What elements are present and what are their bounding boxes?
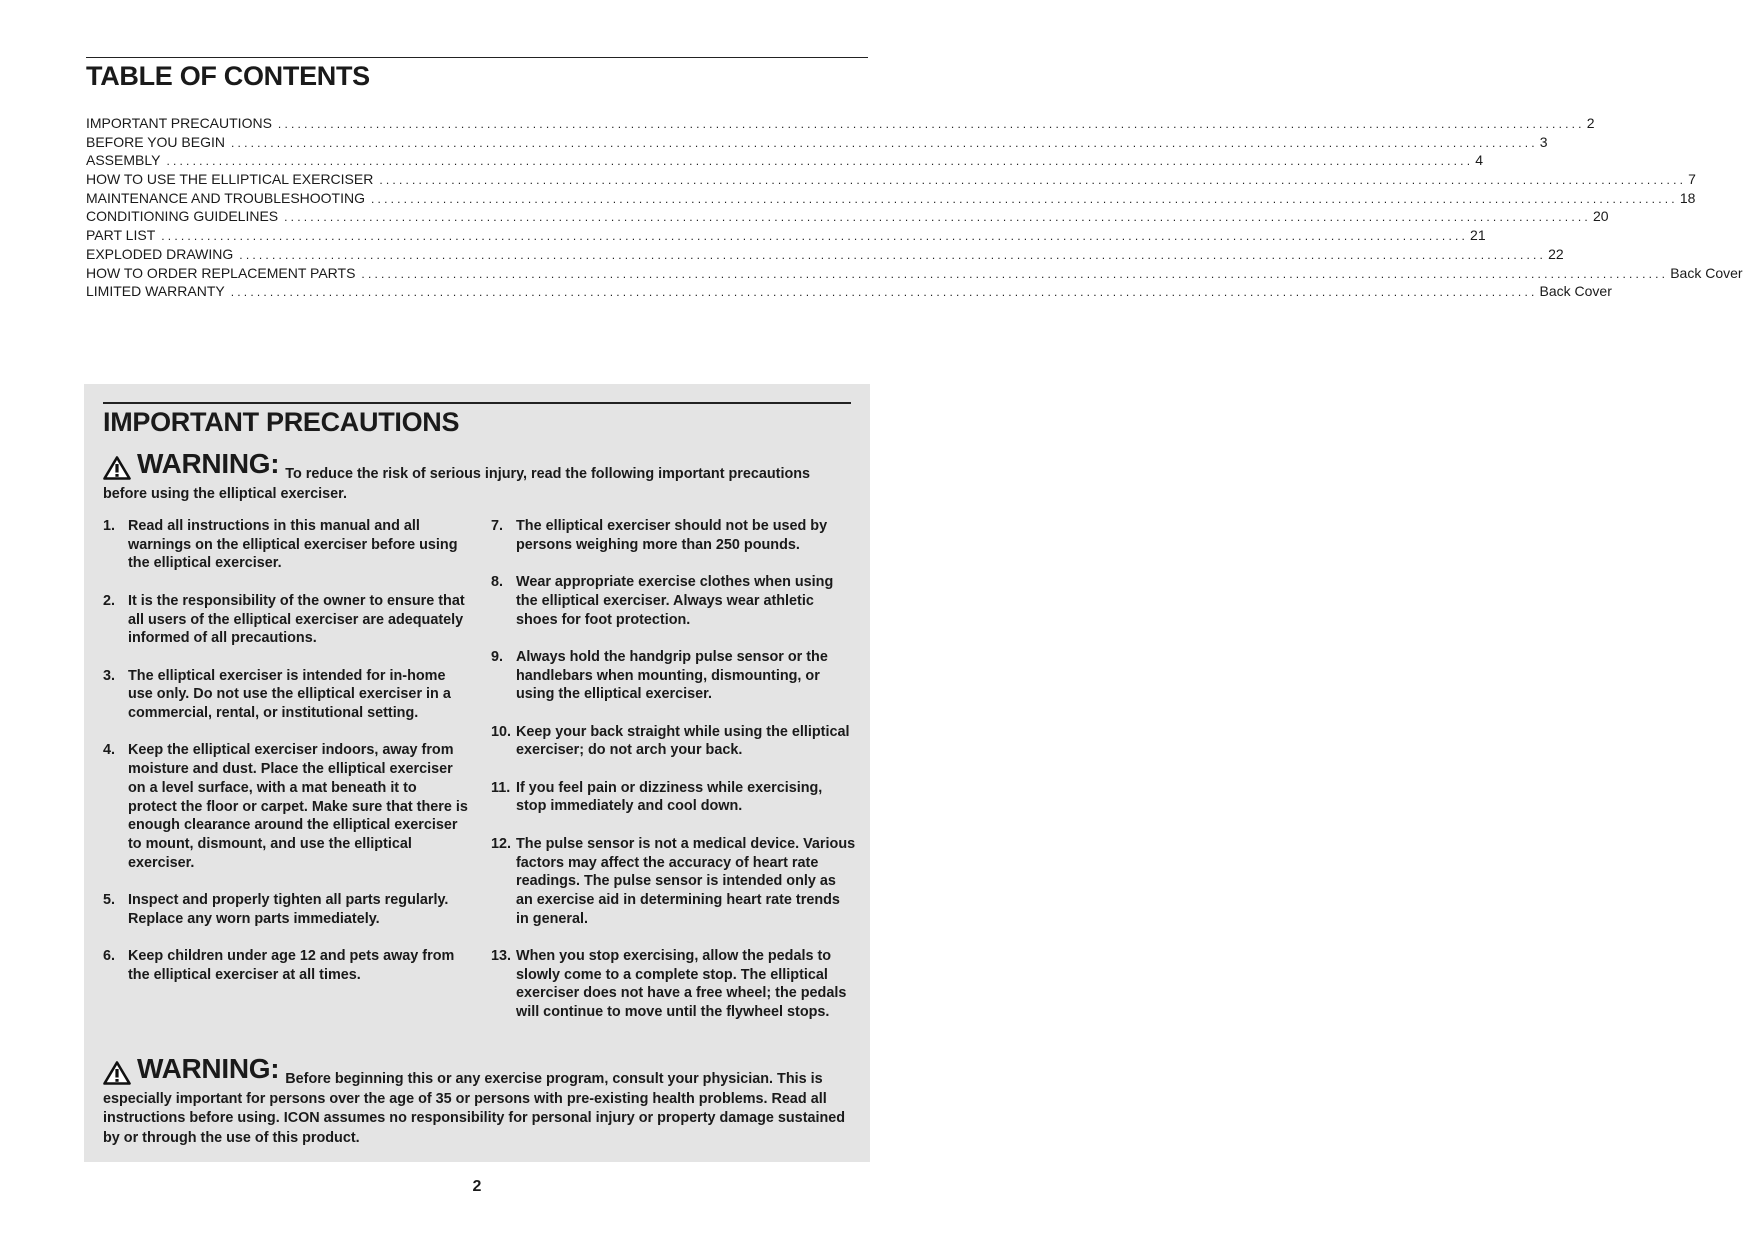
toc-entry[interactable] [86, 170, 1696, 189]
warning-top-text: To reduce the risk of serious injury, read the following important precautions before using the elliptical exerciser. [103, 466, 811, 502]
precaution-text: When you stop exercising, allow the pedals to slowly come to a complete stop. The elliptical exerciser does not have a free wheel; the pedals will continue to move until the flywheel stops. [516, 948, 847, 1021]
precaution-item [491, 648, 856, 704]
precaution-item [103, 517, 468, 573]
precaution-item [491, 517, 856, 554]
toc-dot-leader: ........................................................................................................................................................................................................ [379, 173, 1687, 188]
precaution-number: 3. [103, 667, 116, 684]
precaution-number: 12. [491, 835, 512, 852]
toc-dot-leader: ........................................................................................................................................................................................................ [239, 247, 1547, 262]
toc-entry-label: PART LIST [86, 227, 156, 244]
precaution-number: 5. [103, 892, 116, 908]
precaution-number: 9. [491, 648, 504, 665]
precautions-list-right [491, 517, 856, 1041]
precaution-number: 13. [491, 948, 512, 965]
precaution-item [103, 667, 468, 723]
toc-entry-page: 4 [1475, 152, 1484, 169]
toc-entry-label: BEFORE YOU BEGIN [86, 133, 225, 150]
precaution-text: The elliptical exerciser should not be used by persons weighing more than 250 pounds. [516, 518, 828, 553]
precaution-text: Keep the elliptical exerciser indoors, away from moisture and dust. Place the elliptical exerciser on a level surface, with a mat beneath it to protect the floor or carpet. Make sure that there is enough clearance around the elliptical exerciser to mount, dismount, and use the elliptical exerciser. [128, 742, 468, 871]
toc-entry[interactable] [86, 226, 1486, 245]
toc-entry-page: 22 [1548, 245, 1564, 262]
precaution-text: Inspect and properly tighten all parts regularly. Replace any worn parts immediately. [128, 892, 449, 927]
toc-dot-leader: ........................................................................................................................................................................................................ [230, 285, 1538, 300]
precaution-text: Keep children under age 12 and pets away from the elliptical exerciser at all times. [128, 948, 455, 983]
toc-entry-page: 18 [1679, 189, 1696, 206]
warning-label: WARNING: [137, 448, 280, 479]
precaution-number: 1. [103, 518, 116, 534]
toc-dot-leader: ........................................................................................................................................................................................................ [231, 135, 1538, 150]
precaution-number: 2. [103, 592, 116, 609]
warning-triangle-icon [103, 1061, 131, 1085]
toc-dot-leader: ........................................................................................................................................................................................................ [161, 229, 1469, 244]
precaution-item [103, 891, 468, 928]
toc-entry[interactable] [86, 133, 1548, 152]
toc-list [86, 114, 1743, 301]
toc-entry-label: LIMITED WARRANTY [86, 283, 225, 300]
warning-label: WARNING: [137, 1053, 280, 1084]
toc-entry-label: MAINTENANCE AND TROUBLESHOOTING [86, 189, 366, 206]
precaution-text: It is the responsibility of the owner to ensure that all users of the elliptical exerciser are adequately informed of all precautions. [128, 592, 465, 647]
precaution-text: The pulse sensor is not a medical device. Various factors may affect the accuracy of heart rate readings. The pulse sensor is intended only as an exercise aid in determining heart rate trends in general. [516, 835, 856, 927]
precaution-text: Wear appropriate exercise clothes when using the elliptical exerciser. Always wear athletic shoes for foot protection. [516, 574, 834, 628]
warning-top [103, 450, 855, 504]
precaution-item [103, 592, 468, 648]
precaution-item [491, 573, 856, 629]
toc-entry-page: Back Cover [1539, 283, 1612, 300]
precautions-title: IMPORTANT PRECAUTIONS [103, 407, 460, 437]
toc-entry-page: 7 [1688, 171, 1696, 188]
precaution-item [491, 723, 856, 760]
precaution-number: 6. [103, 948, 116, 965]
toc-entry-label: IMPORTANT PRECAUTIONS [86, 115, 272, 131]
precaution-item [491, 779, 856, 816]
warning-triangle-icon [103, 456, 131, 480]
toc-entry[interactable] [86, 189, 1696, 208]
toc-title: TABLE OF CONTENTS [86, 61, 370, 91]
toc-dot-leader: ........................................................................................................................................................................................................ [284, 210, 1591, 225]
warning-bottom [103, 1055, 855, 1148]
toc-entry[interactable] [86, 282, 1612, 301]
toc-entry-page: 21 [1470, 227, 1486, 244]
precaution-number: 10. [491, 723, 512, 740]
toc-entry-label: HOW TO USE THE ELLIPTICAL EXERCISER [86, 171, 374, 188]
toc-entry-label: HOW TO ORDER REPLACEMENT PARTS [86, 264, 356, 281]
toc-entry-page: 3 [1539, 133, 1548, 150]
toc-dot-leader: ........................................................................................................................................................................................................ [361, 266, 1669, 281]
toc-dot-leader: ........................................................................................................................................................................................................ [371, 191, 1678, 206]
precaution-text: If you feel pain or dizziness while exercising, stop immediately and cool down. [516, 779, 823, 815]
precaution-number: 7. [491, 518, 504, 534]
precaution-number: 8. [491, 574, 504, 591]
toc-entry[interactable] [86, 245, 1564, 264]
toc-entry[interactable] [86, 207, 1609, 226]
toc-entry[interactable] [86, 114, 1595, 133]
toc-entry-label: CONDITIONING GUIDELINES [86, 208, 279, 225]
precaution-item [491, 947, 856, 1022]
toc-entry[interactable] [86, 264, 1743, 283]
precaution-item [491, 835, 856, 929]
precaution-text: Read all instructions in this manual and all warnings on the elliptical exerciser before using the elliptical exerciser. [128, 518, 458, 572]
toc-entry[interactable] [86, 151, 1484, 170]
precaution-number: 4. [103, 742, 116, 759]
precaution-text: Always hold the handgrip pulse sensor or the handlebars when mounting, dismounting, or using the elliptical exerciser. [516, 648, 828, 703]
toc-entry-label: ASSEMBLY [86, 152, 161, 169]
toc-entry-page: Back Cover [1670, 264, 1743, 281]
warning-bottom-text: Before beginning this or any exercise program, consult your physician. This is especially important for persons over the age of 35 or persons with pre-existing health problems. Read all instructions before using. ICON assumes no responsibility for personal injury or property damage sustained by or through the use of this product. [103, 1071, 846, 1146]
page-number: 2 [472, 1178, 482, 1195]
toc-entry-page: 20 [1592, 208, 1609, 225]
precaution-text: The elliptical exerciser is intended for in-home use only. Do not use the elliptical exerciser in a commercial, rental, or institutional setting. [128, 667, 451, 721]
precaution-number: 11. [491, 779, 511, 796]
toc-entry-label: EXPLODED DRAWING [86, 245, 234, 262]
precautions-list-left [103, 517, 468, 1003]
precaution-item [103, 947, 468, 984]
toc-entry-page: 2 [1586, 115, 1595, 131]
precaution-text: Keep your back straight while using the elliptical exerciser; do not arch your back. [516, 723, 850, 759]
toc-dot-leader: ........................................................................................................................................................................................................ [166, 154, 1474, 169]
precaution-item [103, 741, 468, 872]
toc-dot-leader: ........................................................................................................................................................................................................ [277, 117, 1585, 131]
